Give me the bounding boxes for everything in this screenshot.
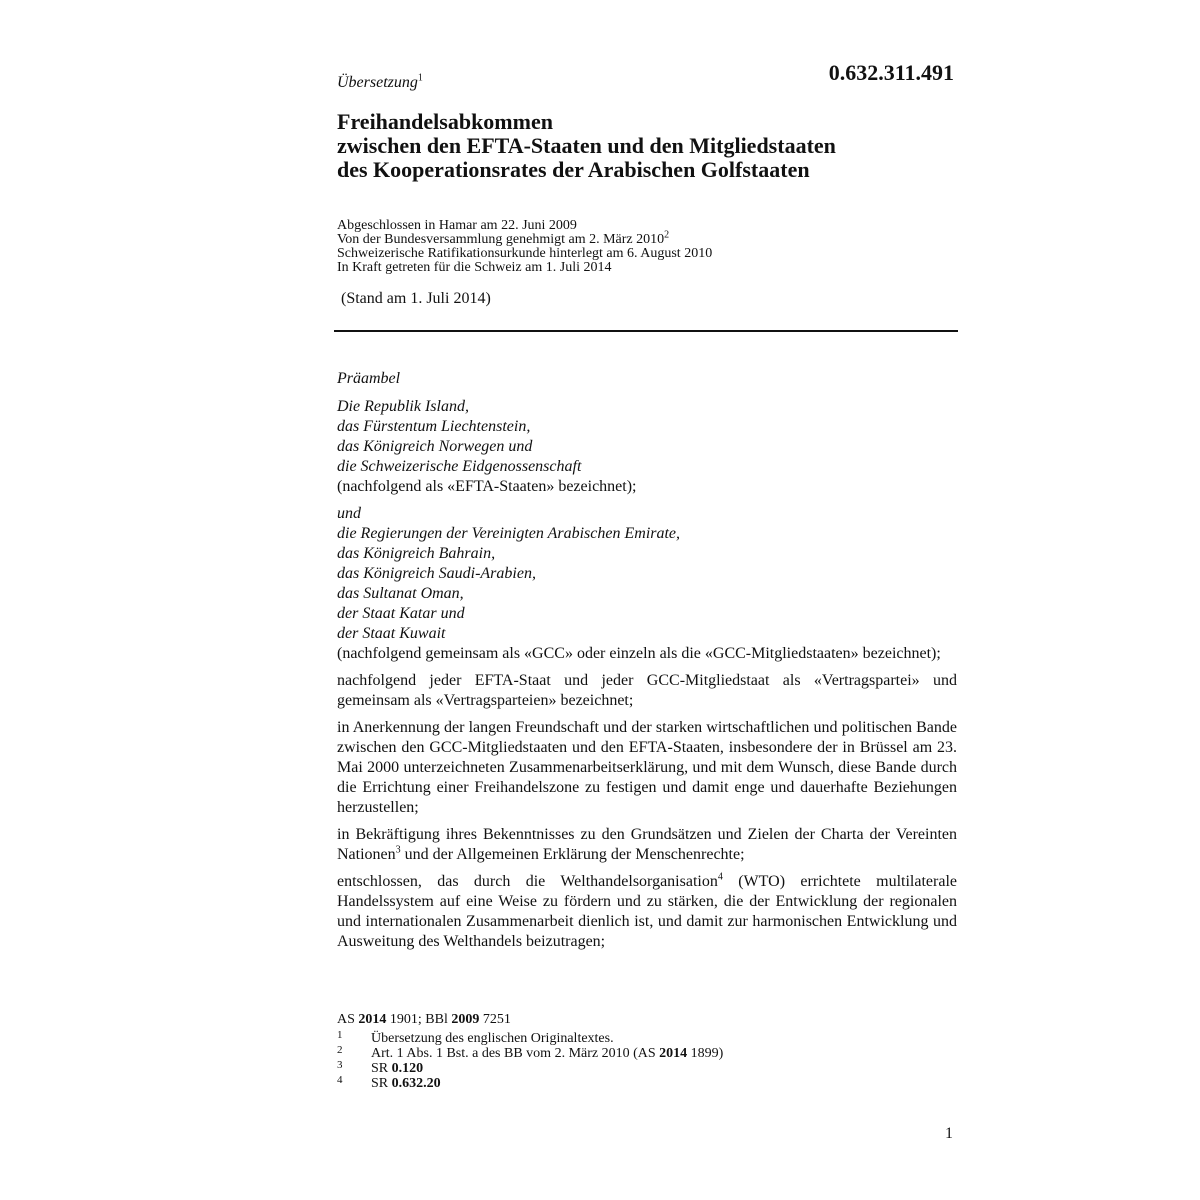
document-title (337, 110, 957, 182)
footnote-ref-1[interactable]: 1 (417, 72, 423, 84)
efta-state: das Königreich Norwegen und (337, 438, 533, 455)
efta-parties-block (337, 397, 957, 497)
gcc-parties-block (337, 504, 957, 664)
efta-state: Die Republik Island, (337, 398, 469, 415)
footnote-ref-3[interactable]: 3 (395, 844, 401, 856)
title-line-3: des Kooperationsrates der Arabischen Golfstaaten (337, 157, 810, 182)
and-connector: und (337, 505, 361, 522)
header-divider (334, 330, 958, 332)
document-metadata (337, 219, 957, 275)
translation-label: Übersetzung$^1$ (337, 72, 423, 91)
efta-state: das Fürstentum Liechtenstein, (337, 418, 531, 435)
footnote: 3 SR 0.120 (337, 1059, 424, 1076)
meta-ratification: Schweizerische Ratifikationsurkunde hinterlegt am 6. August 2010 (337, 246, 713, 261)
page-number: 1 (945, 1125, 953, 1142)
footnotes (337, 1031, 957, 1091)
title-line-2: zwischen den EFTA-Staaten und den Mitgliedstaaten (337, 133, 836, 158)
preamble-body (337, 369, 957, 959)
footnote: 2 Art. 1 Abs. 1 Bst. a des BB vom 2. März 2010 (AS 2014 1899) (337, 1044, 724, 1061)
efta-state: die Schweizerische Eidgenossenschaft (337, 458, 582, 475)
gcc-state: der Staat Kuwait (337, 625, 446, 642)
footnote: 4 SR 0.632.20 (337, 1074, 441, 1091)
title-line-1: Freihandelsabkommen (337, 109, 553, 134)
sr-number: 0.632.311.491 (828, 60, 954, 85)
gcc-state: die Regierungen der Vereinigten Arabischen Emirate, (337, 525, 681, 542)
resolution-paragraph: entschlossen, das durch die Welthandelsorganisation$^4$ (WTO) errichtete multilaterale Handelssystem auf eine Weise zu fördern und zu stärken, die der Entwicklung der regionalen und internationalen Zusammenarbeit dienlich ist, und damit zur harmonischen Entwicklung und Ausweitung des Welthandels beizutragen; (337, 871, 958, 950)
gcc-state: das Sultanat Oman, (337, 585, 464, 602)
meta-in-force: In Kraft getreten für die Schweiz am 1. Juli 2014 (337, 260, 612, 275)
gcc-designation: (nachfolgend gemeinsam als «GCC» oder einzeln als die «GCC-Mitgliedstaaten» bezeichnet); (337, 645, 941, 662)
parties-paragraph: nachfolgend jeder EFTA-Staat und jeder GCC-Mitgliedstaat als «Vertragspartei» und gemeinsam als «Vertragsparteien» bezeichnet; (337, 672, 957, 709)
footnote-ref-4[interactable]: 4 (717, 871, 723, 883)
meta-approved: Von der Bundesversammlung genehmigt am 2. März 2010$^2$ (337, 229, 670, 247)
recognition-paragraph: in Anerkennung der langen Freundschaft und der starken wirtschaftlichen und politischen Bande zwischen den GCC-Mitgliedstaaten und den EFTA-Staaten, insbesondere der in Brüssel am 23. Mai 2000 unterzeichneten Zusammenarbeitserklärung, und mit dem Wunsch, diese Bande durch die Errichtung einer Freihandelszone zu festigen und damit enge und dauerhafte Beziehungen herzustellen; (337, 719, 957, 816)
meta-concluded: Abgeschlossen in Hamar am 22. Juni 2009 (337, 218, 577, 233)
gcc-state: das Königreich Saudi-Arabien, (337, 565, 536, 582)
efta-designation: (nachfolgend als «EFTA-Staaten» bezeichnet); (337, 478, 637, 495)
footnote-ref-2[interactable]: 2 (664, 229, 670, 241)
official-source-reference: AS 2014 1901; BBl 2009 7251 (337, 1012, 511, 1027)
preamble-heading: Präambel (337, 370, 401, 387)
gcc-state: der Staat Katar und (337, 605, 465, 622)
reaffirmation-paragraph: in Bekräftigung ihres Bekenntnisses zu den Grundsätzen und Zielen der Charta der Vereinten Nationen$^3$ und der Allgemeinen Erklärung der Menschenrechte; (337, 826, 957, 863)
gcc-state: das Königreich Bahrain, (337, 545, 496, 562)
status-date: (Stand am 1. Juli 2014) (341, 290, 491, 307)
footnote: 1 Übersetzung des englischen Originaltextes. (337, 1029, 614, 1046)
